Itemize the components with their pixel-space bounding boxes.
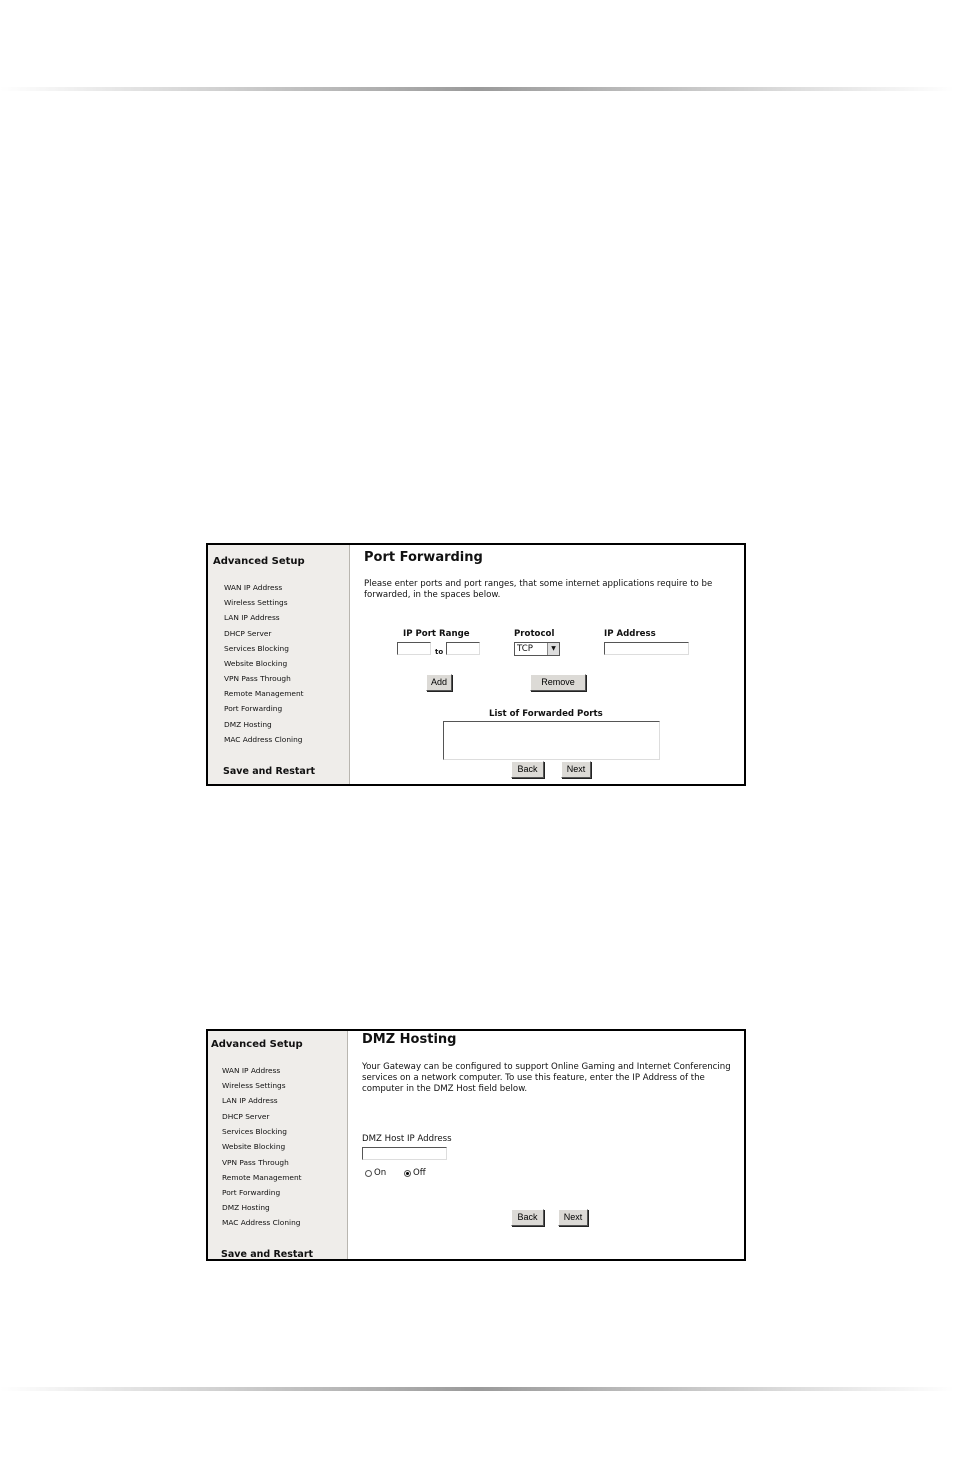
sidebar-item-dhcp-server[interactable]: DHCP Server (222, 1112, 270, 1121)
back-button[interactable]: Back (511, 761, 544, 778)
sidebar-item-remote-management[interactable]: Remote Management (222, 1173, 302, 1182)
sidebar (208, 545, 350, 784)
sidebar-item-port-forwarding[interactable]: Port Forwarding (224, 704, 283, 713)
sidebar-title: Advanced Setup (213, 556, 305, 567)
content-area (350, 545, 744, 784)
port-start-input[interactable] (397, 642, 431, 655)
ip-address-input[interactable] (604, 642, 689, 655)
sidebar-item-wan-ip-address[interactable]: WAN IP Address (224, 583, 283, 592)
sidebar-item-lan-ip-address[interactable]: LAN IP Address (222, 1096, 278, 1105)
remove-button[interactable]: Remove (530, 674, 586, 691)
sidebar-item-vpn-pass-through[interactable]: VPN Pass Through (224, 674, 291, 683)
dmz-off-option[interactable] (404, 1168, 426, 1178)
dmz-on-radio[interactable] (365, 1170, 372, 1177)
chevron-down-icon: ▼ (547, 643, 559, 655)
sidebar-item-remote-management[interactable]: Remote Management (224, 689, 304, 698)
sidebar-item-website-blocking[interactable]: Website Blocking (222, 1142, 286, 1151)
add-button[interactable]: Add (426, 674, 452, 691)
dmz-on-label: On (374, 1168, 387, 1178)
sidebar-item-wireless-settings[interactable]: Wireless Settings (224, 598, 288, 607)
sidebar-item-wan-ip-address[interactable]: WAN IP Address (222, 1066, 281, 1075)
sidebar-item-vpn-pass-through[interactable]: VPN Pass Through (222, 1158, 289, 1167)
protocol-selected-value: TCP (517, 644, 533, 654)
next-button[interactable]: Next (561, 761, 591, 778)
sidebar-item-dhcp-server[interactable]: DHCP Server (224, 629, 272, 638)
sidebar-item-services-blocking[interactable]: Services Blocking (224, 644, 289, 653)
save-and-restart-link[interactable]: Save and Restart (223, 766, 316, 777)
sidebar-item-mac-address-cloning[interactable]: MAC Address Cloning (222, 1218, 301, 1227)
dmz-on-option[interactable] (365, 1168, 386, 1178)
bottom-divider (0, 1387, 954, 1391)
sidebar-item-mac-address-cloning[interactable]: MAC Address Cloning (224, 735, 303, 744)
content-area (348, 1031, 744, 1259)
port-forwarding-screenshot (206, 543, 746, 786)
protocol-header: Protocol (514, 629, 555, 639)
next-button[interactable]: Next (558, 1209, 588, 1226)
dmz-hosting-screenshot (206, 1029, 746, 1261)
ip-port-range-header: IP Port Range (403, 629, 470, 639)
dmz-host-ip-input[interactable] (362, 1147, 447, 1160)
page-title: Port Forwarding (364, 550, 483, 565)
dmz-host-ip-label: DMZ Host IP Address (362, 1134, 452, 1144)
port-end-input[interactable] (446, 642, 480, 655)
save-and-restart-link[interactable]: Save and Restart (221, 1249, 314, 1260)
sidebar-item-dmz-hosting[interactable]: DMZ Hosting (222, 1203, 270, 1212)
to-label: to (435, 648, 444, 656)
forwarded-ports-list[interactable] (443, 721, 660, 760)
forwarded-ports-list-header: List of Forwarded Ports (489, 709, 603, 719)
ip-address-header: IP Address (604, 629, 656, 639)
sidebar-item-dmz-hosting[interactable]: DMZ Hosting (224, 720, 272, 729)
sidebar-item-lan-ip-address[interactable]: LAN IP Address (224, 613, 280, 622)
back-button[interactable]: Back (511, 1209, 544, 1226)
protocol-select[interactable] (514, 642, 560, 656)
page-description: Your Gateway can be configured to support Online Gaming and Internet Conferencing services on a network computer. To use this feature, enter the IP Address of the computer in the DMZ Host field below. (362, 1062, 731, 1094)
sidebar-item-services-blocking[interactable]: Services Blocking (222, 1127, 287, 1136)
page-title: DMZ Hosting (362, 1032, 457, 1047)
top-divider (0, 87, 954, 91)
dmz-off-radio[interactable] (404, 1170, 411, 1177)
sidebar (208, 1031, 348, 1259)
sidebar-item-website-blocking[interactable]: Website Blocking (224, 659, 288, 668)
dmz-off-label: Off (413, 1168, 426, 1178)
sidebar-item-port-forwarding[interactable]: Port Forwarding (222, 1188, 281, 1197)
sidebar-item-wireless-settings[interactable]: Wireless Settings (222, 1081, 286, 1090)
page-description: Please enter ports and port ranges, that some internet applications require to be forwarded, in the spaces below. (364, 579, 713, 600)
sidebar-title: Advanced Setup (211, 1039, 303, 1050)
